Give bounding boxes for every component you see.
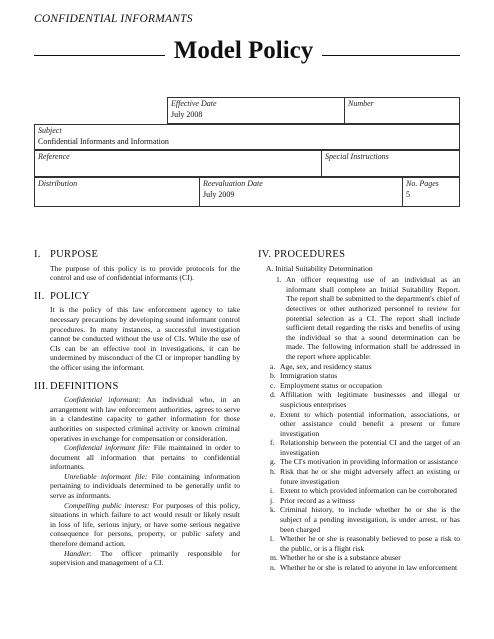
definitions-heading: III. DEFINITIONS — [34, 380, 119, 392]
list-item: i. Extent to which provided information can be corroborated — [270, 486, 457, 496]
list-item: f. Relationship between the potential CI and the target of an investigation — [270, 438, 460, 457]
page-title: Model Policy — [173, 37, 314, 64]
subsection-a-heading: A. Initial Suitability Determination — [266, 263, 373, 273]
list-item: g. The CI's motivation in providing information or assistance — [270, 457, 458, 467]
special-instructions-cell — [322, 151, 460, 177]
right-column — [258, 250, 460, 573]
subject-label: Subject — [38, 126, 62, 135]
definition-item: Compelling public interest: For purposes of this policy, situations in which failure to act would result or likely result in loss of life, serious injury, or have some serious negative consequence for persons, property, or public safety and therefore demand action. — [50, 500, 240, 549]
list-item: c. Employment status or occupation — [270, 380, 382, 390]
left-column — [34, 250, 240, 568]
pages-value: 5 — [406, 190, 410, 199]
policy-heading: II. POLICY — [34, 290, 90, 302]
distribution-label: Distribution — [38, 179, 78, 188]
definition-item: Handler: The officer primarily responsible for supervision and management of a CI. — [50, 548, 240, 568]
distribution-cell — [35, 178, 200, 207]
definition-item: Confidential informant: An individual who, in an arrangement with law enforcement authorities, agrees to serve in a clandestine capacity to gather information for those authorities on suspected criminal activity or known criminal operatives in exchange for compensation or consideration. — [50, 395, 240, 443]
meta-row-1 — [34, 97, 460, 124]
number-cell — [345, 98, 460, 124]
list-item: b. Immigration status — [270, 371, 338, 381]
subject-cell — [35, 125, 460, 150]
definition-item: Unreliable informant file: File containing information pertaining to individuals determined to be generally unfit to serve as informants. — [50, 471, 240, 501]
policy-text: It is the policy of this law enforcement agency to take necessary precautions by developing sound informant control procedures. In many instances, a successful investigation cannot be conducted without the use of CIs. While the use of CIs can be an effective tool in investigations, it can be undermined by misconduct of the CI or improper handling by the officer using the informant. — [50, 305, 240, 372]
list-item: l. Whether he or she is reasonably believed to pose a risk to the public, or is a flight risk — [270, 534, 460, 553]
list-item: m. Whether he or she is a substance abuser — [270, 553, 401, 563]
list-item: a. Age, sex, and residency status — [270, 361, 372, 371]
title-rule-right — [322, 55, 460, 56]
list-item: n. Whether he or she is related to anyone in law enforcement — [270, 563, 458, 572]
reevaluation-date-cell — [200, 178, 403, 207]
number-label: Number — [348, 99, 374, 108]
reevaluation-date-value: July 2009 — [203, 190, 235, 199]
list-item: h. Risk that he or she might adversely affect an existing or future investigation — [270, 467, 460, 486]
list-item: j. Prior record as a witness — [270, 495, 355, 505]
list-item: d. Affiliation with legitimate businesses and illegal or suspicious enterprises — [270, 390, 460, 409]
list-item: e. Extent to which potential information, associations, or other assistance could benefit a present or future investigation — [270, 409, 460, 438]
meta-row-2 — [34, 124, 460, 150]
procedures-heading: IV. PROCEDURES — [258, 249, 346, 260]
title-rule-left — [34, 55, 165, 56]
definition-item: Confidential informant file: File maintained in order to document all information that pertains to confidential informants. — [50, 443, 240, 472]
pages-cell — [403, 178, 460, 207]
subject-value: Confidential Informants and Information — [38, 137, 169, 146]
special-instructions-label: Special Instructions — [325, 152, 389, 161]
section-label: CONFIDENTIAL INFORMANTS — [34, 13, 193, 25]
purpose-heading: I. PURPOSE — [34, 249, 99, 260]
meta-row-3 — [34, 150, 460, 177]
suitability-criteria-list — [258, 362, 460, 573]
pages-label: No. Pages — [406, 179, 439, 188]
purpose-text: The purpose of this policy is to provide protocols for the control and use of confidential informants (CI). — [50, 263, 240, 283]
effective-date-value: July 2008 — [171, 110, 203, 119]
reevaluation-date-label: Reevaluation Date — [203, 179, 263, 188]
reference-cell — [35, 151, 322, 177]
effective-date-cell — [168, 98, 345, 124]
list-item: k. Criminal history, to include whether he or she is the subject of a pending investigation, is under arrest, or has been charged — [270, 505, 460, 534]
meta-row-4 — [34, 177, 460, 207]
procedure-item-1: 1. An officer requesting use of an individual as an informant shall complete an Initial Suitability Report. The report shall be submitted to the department's chief of detectives or other authorized personnel to review for potential selection as a CI. The report shall include sufficient detail regarding the risks and benefits of using the individual so that a sound determination can be made. The following information shall be addressed in the report where applicable: — [276, 275, 460, 361]
effective-date-label: Effective Date — [171, 99, 217, 108]
reference-label: Reference — [38, 152, 70, 161]
